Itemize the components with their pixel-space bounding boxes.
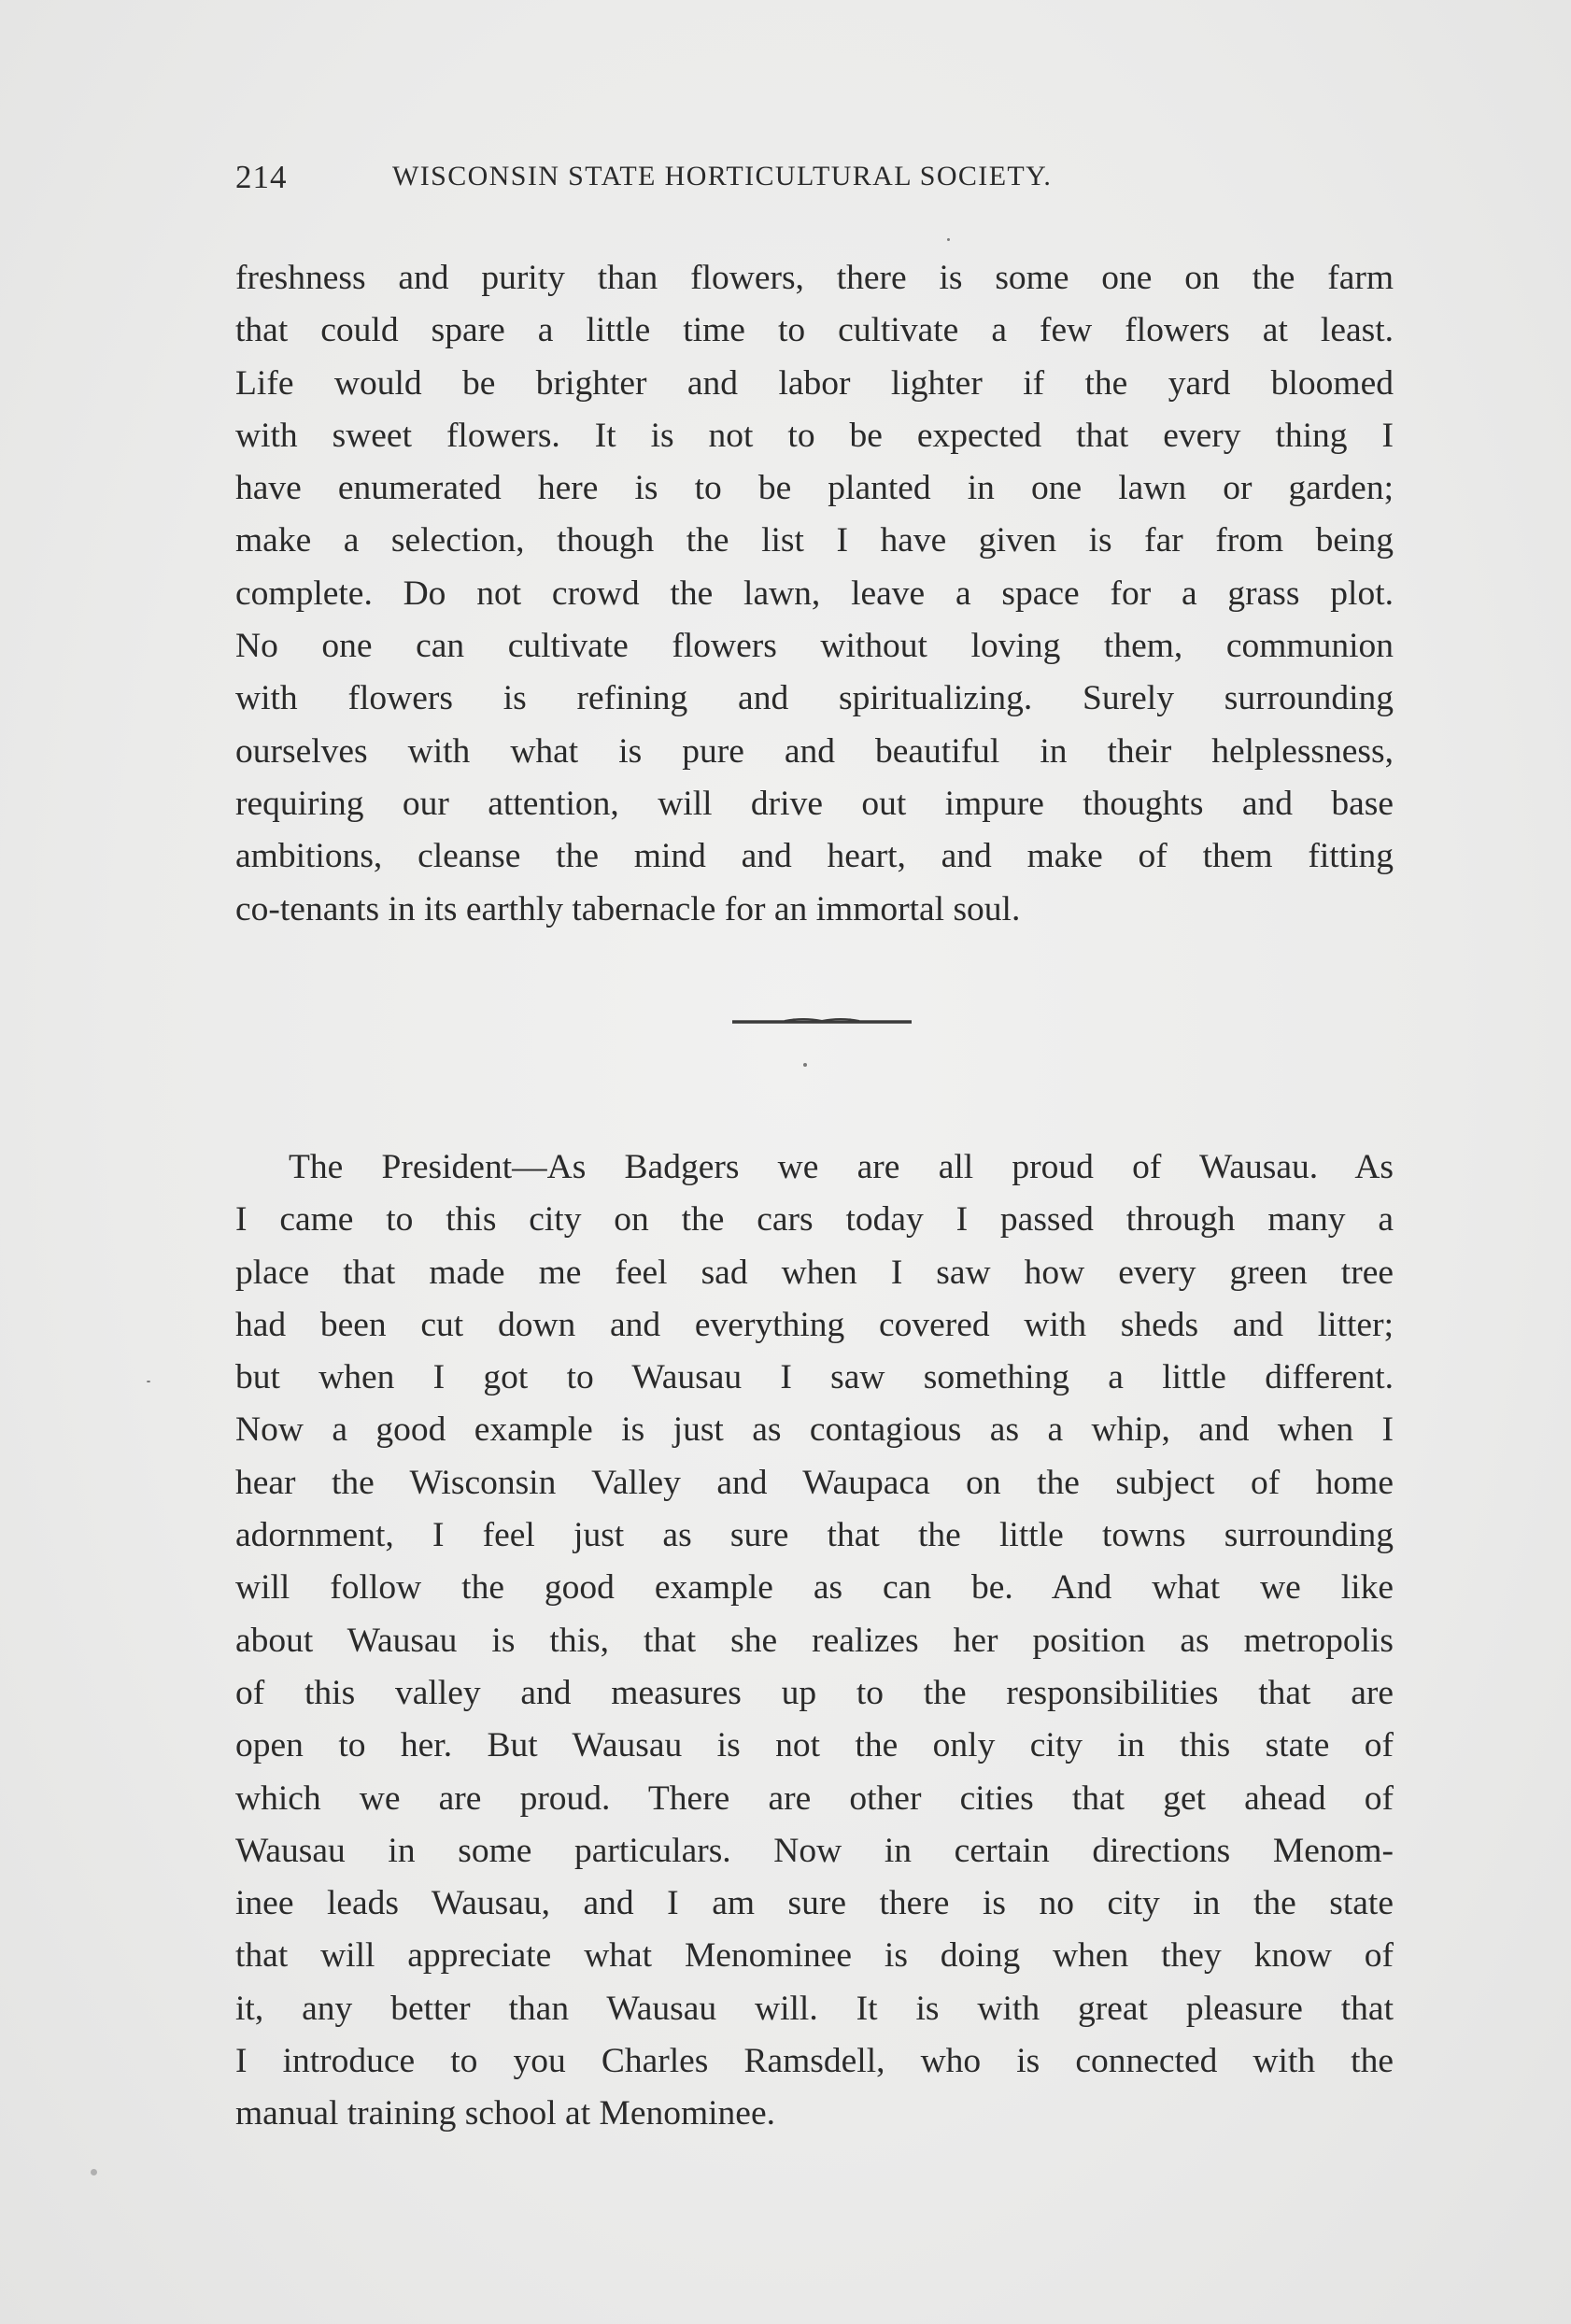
text-line: No one can cultivate flowers without loving them, communion (235, 627, 1394, 666)
text-line: that will appreciate what Menominee is doing when they know of (235, 1936, 1394, 1976)
text-line: open to her. But Wausau is not the only city in this state of (235, 1726, 1394, 1765)
page-header (235, 159, 1263, 200)
text-line: inee leads Wausau, and I am sure there is no city in the state (235, 1884, 1394, 1923)
text-line: of this valley and measures up to the responsibilities that are (235, 1673, 1394, 1712)
text-line: The President—As Badgers we are all proud of Wausau. As (289, 1148, 1394, 1186)
section-divider-ornament (729, 1014, 915, 1027)
text-line: will follow the good example as can be. And what we like (235, 1568, 1394, 1608)
text-line: about Wausau is this, that she realizes her position as metropolis (235, 1621, 1394, 1660)
text-line: adornment, I feel just as sure that the little towns surrounding (235, 1516, 1394, 1555)
paragraph-flowers-conclusion (235, 252, 1394, 936)
text-line: ambitions, cleanse the mind and heart, and make of them fitting (235, 837, 1394, 876)
text-line: it, any better than Wausau will. It is with great pleasure that (235, 1989, 1394, 2028)
text-line: ourselves with what is pure and beautiful in their helplessness, (235, 731, 1394, 771)
paper-speck (91, 2169, 97, 2175)
text-line: complete. Do not crowd the lawn, leave a space for a grass plot. (235, 574, 1394, 613)
text-line: with flowers is refining and spiritualizing. Surely surrounding (235, 679, 1394, 718)
text-line: manual training school at Menominee. (235, 2094, 775, 2133)
text-line: requiring our attention, will drive out impure thoughts and base (235, 784, 1394, 823)
text-line: which we are proud. There are other cities that get ahead of (235, 1778, 1394, 1818)
text-line: freshness and purity than flowers, there is some one on the farm (235, 259, 1394, 297)
paragraph-president-remarks (235, 1141, 1394, 2141)
text-line: hear the Wisconsin Valley and Waupaca on the subject of home (235, 1463, 1394, 1502)
text-line: co-tenants in its earthly tabernacle for an immortal soul. (235, 889, 1021, 928)
text-line: with sweet flowers. It is not to be expected that every thing I (235, 416, 1394, 455)
text-line: had been cut down and everything covered with sheds and litter; (235, 1305, 1394, 1344)
text-line: Wausau in some particulars. Now in certain directions Menom- (235, 1831, 1394, 1870)
paper-speck (147, 1381, 150, 1382)
text-line: Life would be brighter and labor lighter if the yard bloomed (235, 363, 1394, 403)
text-line: I introduce to you Charles Ramsdell, who is connected with the (235, 2042, 1394, 2081)
text-line: I came to this city on the cars today I passed through many a (235, 1200, 1394, 1240)
text-line: have enumerated here is to be planted in one lawn or garden; (235, 469, 1394, 508)
text-line: but when I got to Wausau I saw something a little different. (235, 1358, 1394, 1397)
paper-speck (947, 238, 950, 241)
text-line: Now a good example is just as contagious as a whip, and when I (235, 1410, 1394, 1450)
text-line: that could spare a little time to cultivate a few flowers at least. (235, 311, 1394, 350)
running-head: WISCONSIN STATE HORTICULTURAL SOCIETY. (392, 161, 1053, 191)
paper-speck (803, 1063, 807, 1067)
text-line: make a selection, though the list I have given is far from being (235, 521, 1394, 560)
text-line: place that made me feel sad when I saw how every green tree (235, 1253, 1394, 1292)
page-number: 214 (235, 159, 288, 195)
